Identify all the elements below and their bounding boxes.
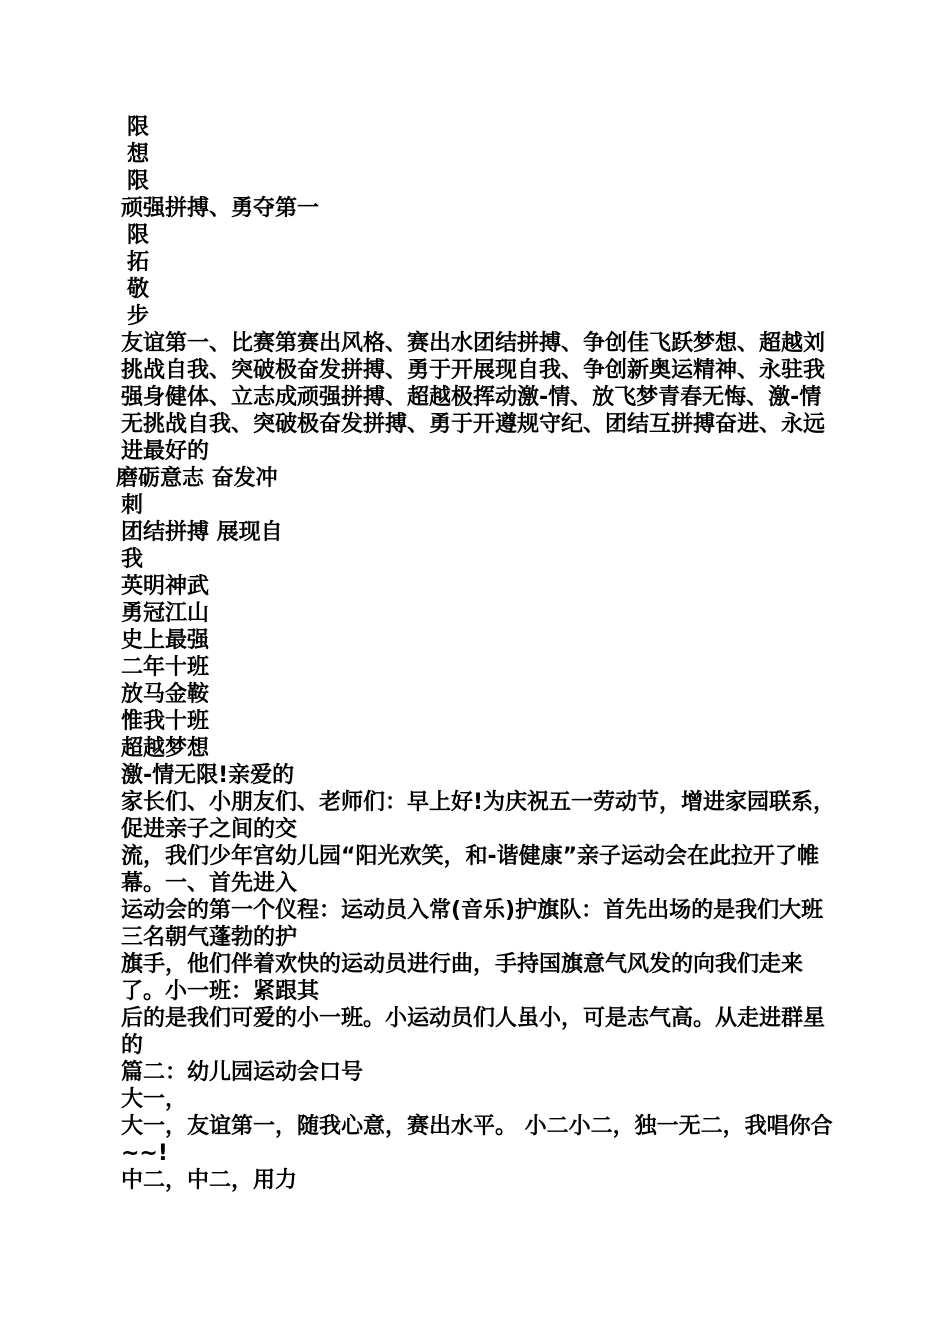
paragraph: 后的是我们可爱的小一班。小运动员们人虽小，可是志气高。从走进群星的 xyxy=(121,1006,826,1058)
text-line: 限 xyxy=(127,223,150,248)
text-line: 磨砺意志 奋发冲 xyxy=(116,466,278,491)
text-line: 我 xyxy=(121,547,144,572)
paragraph: 家长们、小朋友们、老师们：早上好!为庆祝五一劳动节，增进家园联系，促进亲子之间的交 xyxy=(121,790,836,842)
text-line: 顽强拼搏、勇夺第一 xyxy=(121,196,320,221)
text-line: 中二，中二，用力 xyxy=(121,1168,298,1193)
text-line: 激-情无限!亲爱的 xyxy=(121,763,295,788)
paragraph: 大一，友谊第一，随我心意，赛出水平。 小二小二，独一无二，我唱你合~~! xyxy=(121,1114,833,1166)
text-line: 二年十班 xyxy=(121,655,210,680)
text-line: 英明神武 xyxy=(121,574,210,599)
section-heading: 篇二：幼儿园运动会口号 xyxy=(121,1060,364,1085)
text-line: 拓 xyxy=(127,250,150,275)
text-line: 放马金鞍 xyxy=(121,682,210,707)
text-line: 大一， xyxy=(121,1087,188,1112)
paragraph: 流，我们少年宫幼儿园“阳光欢笑，和-谐健康”亲子运动会在此拉开了帷幕。一、首先进入 xyxy=(121,844,820,896)
text-line: 刺 xyxy=(121,493,144,518)
text-line: 团结拼搏 展现自 xyxy=(121,520,283,545)
slogan-paragraph: 友谊第一、比赛第赛出风格、赛出水团结拼搏、争创佳飞跃梦想、超越刘挑战自我、突破极奋发拼搏、勇于开展现自我、争创新奥运精神、永驻我强身健体、立志成顽强拼搏、超越极挥动激-情、放飞梦青春无悔、激-情无挑战自我、突破极奋发拼搏、勇于开遵规守纪、团结互拼搏奋进、永远进最好的 xyxy=(121,331,826,464)
text-line: 步 xyxy=(127,304,150,329)
text-line: 勇冠江山 xyxy=(121,601,210,626)
text-line: 限 xyxy=(127,115,150,140)
text-line: 敬 xyxy=(127,277,150,302)
text-line: 限 xyxy=(127,169,150,194)
paragraph: 旗手，他们伴着欢快的运动员进行曲，手持国旗意气风发的向我们走来了。小一班：紧跟其 xyxy=(121,952,804,1004)
text-line: 惟我十班 xyxy=(121,709,210,734)
text-line: 想 xyxy=(127,142,150,167)
document-body xyxy=(116,114,838,1194)
text-line: 超越梦想 xyxy=(121,736,210,761)
paragraph: 运动会的第一个仪程：运动员入常(音乐)护旗队：首先出场的是我们大班三名朝气蓬勃的护 xyxy=(121,898,824,950)
text-line: 史上最强 xyxy=(121,628,210,653)
